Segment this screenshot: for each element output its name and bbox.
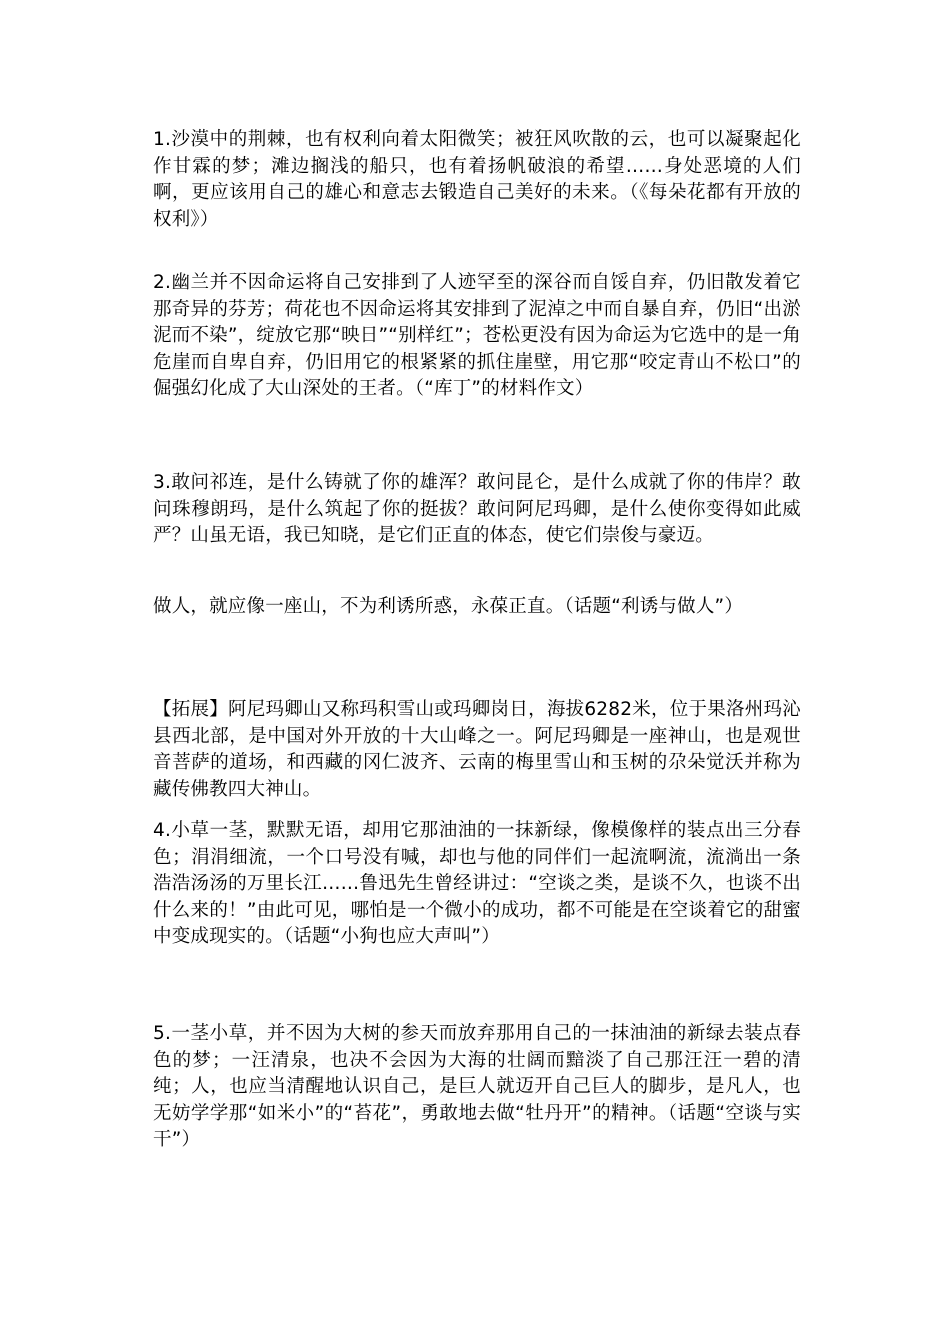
paragraph-3: 3.敢问祁连，是什么铸就了你的雄浑？敢问昆仑，是什么成就了你的伟岸？敢问珠穆朗玛，是什么筑起了你的挺拔？敢问阿尼玛卿，是什么使你变得如此威严？山虽无语，我已知晓，是它们正直的体态，使它们崇俊与豪迈。 — [153, 472, 801, 546]
paragraph-4: 做人，就应像一座山，不为利诱所惑，永葆正直。（话题“利诱与做人”） — [153, 596, 744, 617]
paragraph-extension: 【拓展】阿尼玛卿山又称玛积雪山或玛卿岗日，海拔6282米，位于果洛州玛沁县西北部，是中国对外开放的十大山峰之一。阿尼玛卿是一座神山，也是观世音菩萨的道场，和西藏的冈仁波齐、云南的梅里雪山和玉树的尕朵觉沃并称为藏传佛教四大神山。 — [153, 699, 801, 800]
paragraph-1: 1.沙漠中的荆棘，也有权利向着太阳微笑；被狂风吹散的云，也可以凝聚起化作甘霖的梦；滩边搁浅的船只，也有着扬帆破浪的希望……身处恶境的人们啊，更应该用自己的雄心和意志去锻造自己美好的未来。（《每朵花都有开放的权利》） — [153, 129, 801, 230]
paragraph-6: 5.一茎小草，并不因为大树的参天而放弃那用自己的一抹油油的新绿去装点春色的梦；一汪清泉，也决不会因为大海的壮阔而黯淡了自己那汪汪一碧的清纯；人，也应当清醒地认识自己，是巨人就迈开自己巨人的脚步，是凡人，也无妨学学那“如米小”的“苔花”，勇敢地去做“牡丹开”的精神。（话题“空谈与实干”） — [153, 1023, 801, 1150]
paragraph-2: 2.幽兰并不因命运将自己安排到了人迹罕至的深谷而自馁自弃，仍旧散发着它那奇异的芬芳；荷花也不因命运将其安排到了泥淖之中而自暴自弃，仍旧“出淤泥而不染”，绽放它那“映日”“别样红”；苍松更没有因为命运为它选中的是一角危崖而自卑自弃，仍旧用它的根紧紧的抓住崖壁，用它那“咬定青山不松口”的倔强幻化成了大山深处的王者。（“库丁”的材料作文） — [153, 272, 801, 399]
paragraph-5: 4.小草一茎，默默无语，却用它那油油的一抹新绿，像模像样的装点出三分春色；涓涓细流，一个口号没有喊，却也与他的同伴们一起流啊流，流淌出一条浩浩汤汤的万里长江……鲁迅先生曾经讲过：“空谈之类，是谈不久，也谈不出什么来的！”由此可见，哪怕是一个微小的成功，都不可能是在空谈着它的甜蜜中变成现实的。（话题“小狗也应大声叫”） — [153, 820, 801, 947]
